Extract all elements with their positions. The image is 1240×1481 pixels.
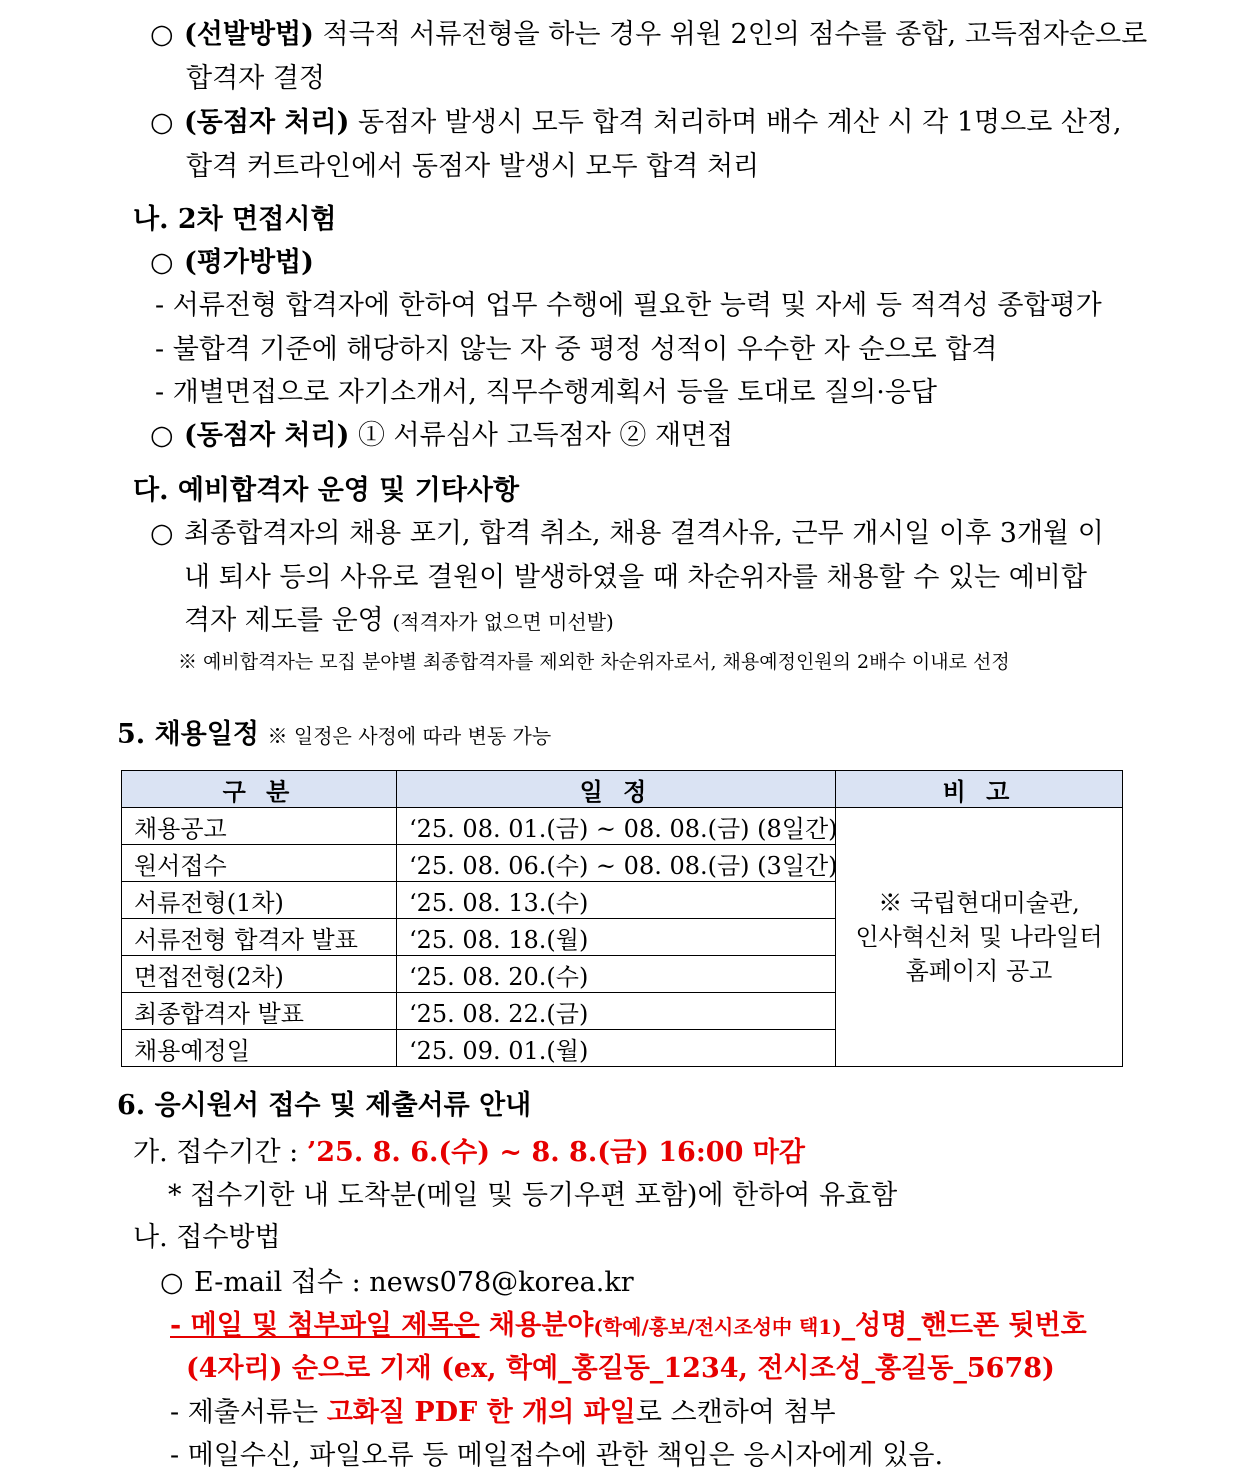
reserve-text-3-small: (적격자가 없으면 미선발) (392, 610, 614, 634)
tie-text-2: 합격 커트라인에서 동점자 발생시 모두 합격 처리 (186, 151, 760, 182)
eval-line (150, 246, 314, 280)
email-text: E-mail 접수 : news078@korea.kr (194, 1267, 634, 1298)
schedule-table (121, 770, 1123, 1067)
period-note: * 접수기한 내 도착분(메일 및 등기우편 포함)에 한하여 유효함 (168, 1180, 898, 1211)
reserve-note: ※ 예비합격자는 모집 분야별 최종합격자를 제외한 차순위자로서, 채용예정인원의 2배수 이내로 선정 (178, 651, 1010, 673)
table-cell-schedule: ‘25. 09. 01.(월) (397, 1030, 836, 1067)
table-cell-category: 서류전형 합격자 발표 (122, 919, 397, 956)
mail-title-text-a: - 메일 및 첨부파일 제목은 (170, 1310, 480, 1341)
reserve-line-1 (150, 517, 1104, 551)
bullet-icon: ○ (150, 420, 174, 451)
tie-text-1: 동점자 발생시 모두 합격 처리하며 배수 계산 시 각 1명으로 산정, (357, 107, 1122, 138)
eval-dash-2: - 불합격 기준에 해당하지 않는 자 중 평정 성적이 우수한 자 순으로 합격 (155, 334, 998, 365)
selection-text-1: 적극적 서류전형을 하는 경우 위원 2인의 점수를 종합, 고득점자순으로 (322, 19, 1148, 50)
files-post: 로 스캔하여 첨부 (635, 1397, 836, 1428)
period-line (133, 1136, 805, 1170)
table-cell-category: 채용공고 (122, 808, 397, 845)
interview-tie-text: ① 서류심사 고득점자 ② 재면접 (357, 420, 734, 451)
table-cell-category: 채용예정일 (122, 1030, 397, 1067)
selection-line-1 (150, 18, 1147, 52)
bullet-icon: ○ (150, 247, 174, 278)
email-line (160, 1266, 634, 1300)
mail-title-text-d: _성명_핸드폰 뒷번호 (841, 1310, 1087, 1341)
remark-line-3: 홈페이지 공고 (905, 957, 1053, 985)
reserve-line-2: 내 퇴사 등의 사유로 결원이 발생하였을 때 차순위자를 채용할 수 있는 예비합 (184, 562, 1087, 593)
table-cell-schedule: ‘25. 08. 18.(월) (397, 919, 836, 956)
reserve-text-1: 최종합격자의 채용 포기, 합격 취소, 채용 결격사유, 근무 개시일 이후 3개월 이 (184, 518, 1104, 549)
table-cell-schedule: ‘25. 08. 22.(금) (397, 993, 836, 1030)
bullet-icon: ○ (150, 19, 174, 50)
tie-line-1 (150, 106, 1122, 140)
selection-line-2 (186, 62, 325, 96)
tie-line-2 (186, 150, 759, 184)
table-row (122, 808, 1123, 845)
table-header-category: 구 분 (122, 771, 397, 808)
table-cell-schedule: ‘25. 08. 13.(수) (397, 882, 836, 919)
method-label: 나. 접수방법 (133, 1222, 281, 1253)
table-header-row (122, 771, 1123, 808)
table-header-schedule: 일 정 (397, 771, 836, 808)
interview-tie-label: (동점자 처리) (184, 420, 350, 451)
reserve-line-3 (184, 604, 614, 639)
schedule-heading-line (117, 718, 551, 753)
mail-title-line-1 (170, 1309, 1087, 1344)
responsibility-line: - 메일수신, 파일오류 등 메일접수에 관한 책임은 응시자에게 있음. (170, 1440, 944, 1471)
bullet-icon: ○ (150, 107, 174, 138)
eval-dash-1: - 서류전형 합격자에 한하여 업무 수행에 필요한 능력 및 자세 등 적격성 종합평가 (155, 290, 1102, 321)
table-cell-category: 최종합격자 발표 (122, 993, 397, 1030)
table-cell-remark (836, 808, 1123, 1067)
reserve-text-3: 격자 제도를 운영 (184, 605, 384, 636)
table-cell-schedule: ‘25. 08. 20.(수) (397, 956, 836, 993)
selection-label: (선발방법) (184, 19, 314, 50)
application-heading: 6. 응시원서 접수 및 제출서류 안내 (117, 1090, 532, 1121)
selection-text-2: 합격자 결정 (186, 63, 325, 94)
tie-label: (동점자 처리) (184, 107, 350, 138)
eval-dash-3: - 개별면접으로 자기소개서, 직무수행계획서 등을 토대로 질의·응답 (155, 377, 937, 408)
table-cell-schedule: ‘25. 08. 01.(금) ~ 08. 08.(금) (8일간) (397, 808, 836, 845)
schedule-heading: 5. 채용일정 (117, 719, 259, 750)
mail-title-line-2: (4자리) 순으로 기재 (ex, 학예_홍길동_1234, 전시조성_홍길동_5678) (186, 1353, 1055, 1384)
period-value: ’25. 8. 6.(수) ~ 8. 8.(금) 16:00 마감 (306, 1137, 805, 1168)
mail-title-text-b: 채용분야 (479, 1310, 594, 1341)
table-cell-category: 면접전형(2차) (122, 956, 397, 993)
schedule-note: ※ 일정은 사정에 따라 변동 가능 (267, 724, 552, 748)
remark-line-2: 인사혁신처 및 나라일터 (855, 923, 1103, 951)
reserve-heading: 다. 예비합격자 운영 및 기타사항 (133, 475, 520, 506)
table-cell-category: 서류전형(1차) (122, 882, 397, 919)
remark-line-1: ※ 국립현대미술관, (878, 889, 1080, 917)
files-line (170, 1396, 836, 1430)
bullet-icon: ○ (150, 518, 174, 549)
table-cell-schedule: ‘25. 08. 06.(수) ~ 08. 08.(금) (3일간) (397, 845, 836, 882)
files-red: 고화질 PDF 한 개의 파일 (326, 1397, 636, 1428)
interview-tie-line (150, 419, 733, 453)
table-cell-category: 원서접수 (122, 845, 397, 882)
eval-label: (평가방법) (184, 247, 314, 278)
files-pre: - 제출서류는 (170, 1397, 327, 1428)
bullet-icon: ○ (160, 1267, 184, 1298)
mail-title-text-c: (학예/홍보/전시조성中 택1) (593, 1315, 842, 1339)
interview-heading: 나. 2차 면접시험 (133, 204, 337, 235)
table-header-remark: 비 고 (836, 771, 1123, 808)
period-label: 가. 접수기간 : (133, 1137, 299, 1168)
